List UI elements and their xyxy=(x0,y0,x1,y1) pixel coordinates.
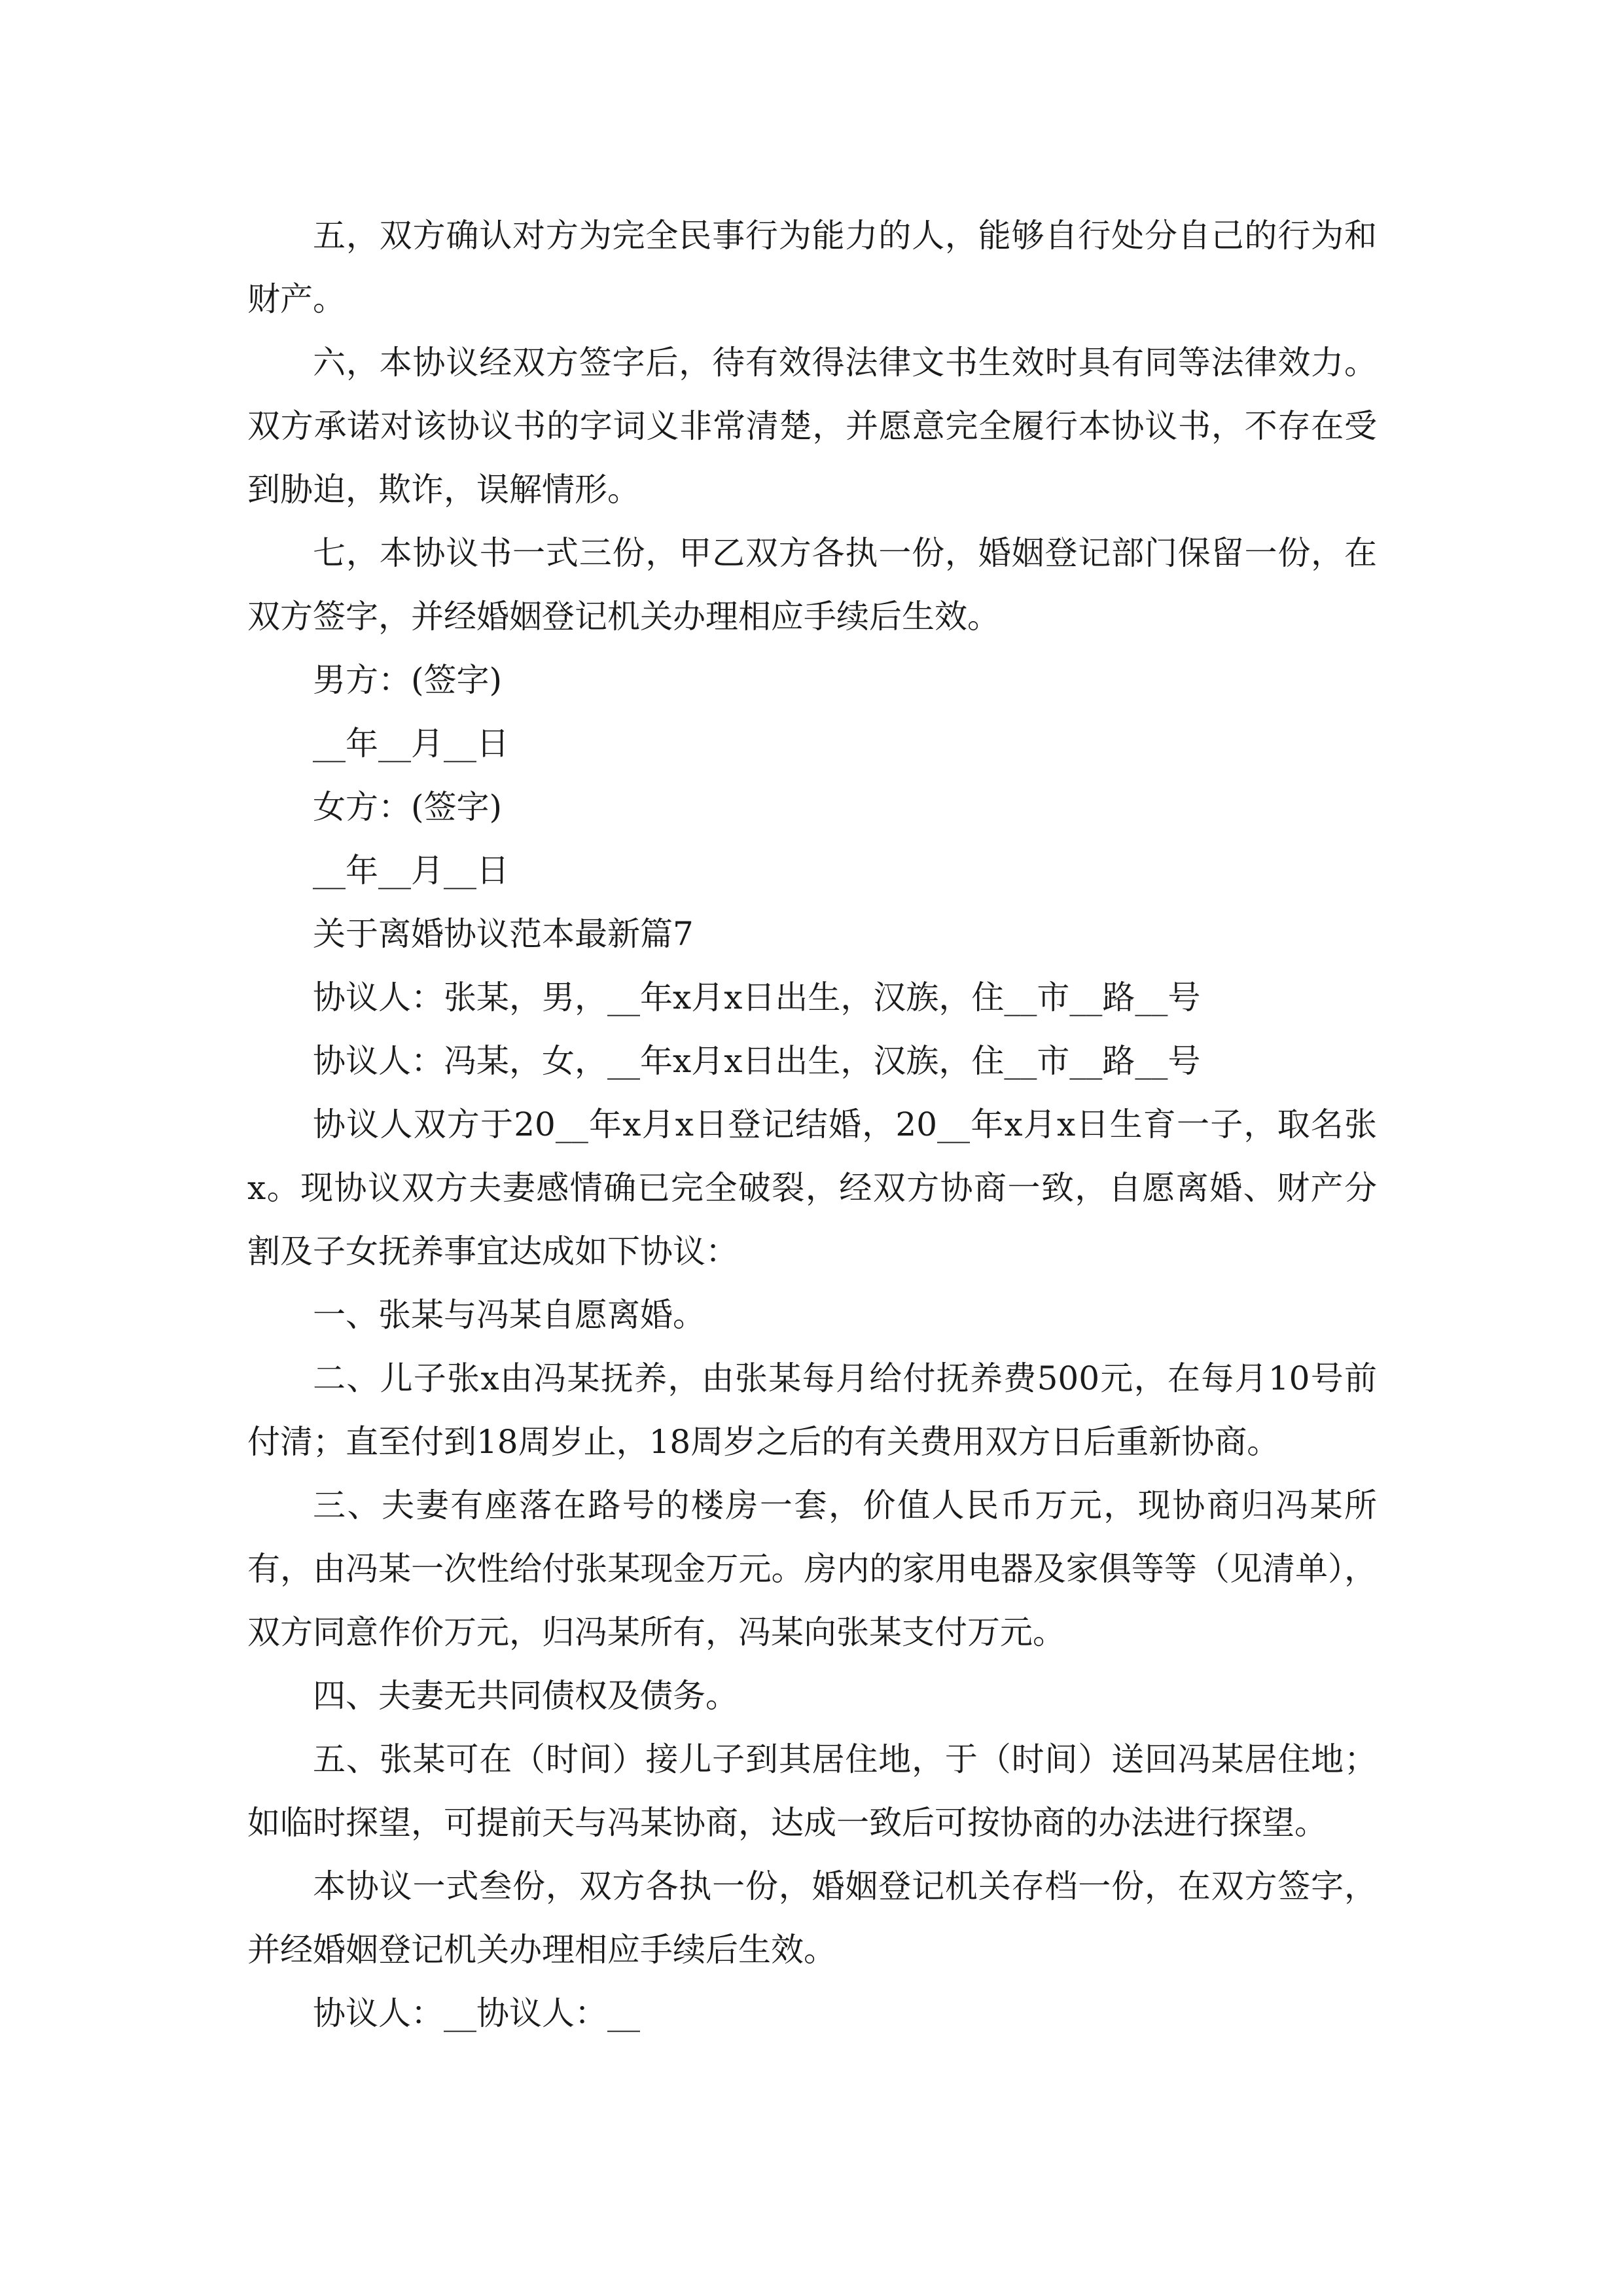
document-body xyxy=(247,204,1377,2045)
paragraph-copies-effect: 本协议一式叁份，双方各执一份，婚姻登记机关存档一份，在双方签字，并经婚姻登记机关办理相应手续后生效。 xyxy=(247,1867,1377,1969)
section-heading: 关于离婚协议范本最新篇7 xyxy=(313,915,694,953)
signature-line-parties: 协议人：__协议人：__ xyxy=(313,1994,640,2032)
paragraph-item-2-custody: 二、儿子张x由冯某抚养，由张某每月给付抚养费500元，在每月10号前付清；直至付到18周岁止，18周岁之后的有关费用双方日后重新协商。 xyxy=(247,1359,1377,1461)
signature-female-date: __年__月__日 xyxy=(313,852,509,889)
paragraph-clause-7-copies: 七，本协议书一式三份，甲乙双方各执一份，婚姻登记部门保留一份，在双方签字，并经婚姻登记机关办理相应手续后生效。 xyxy=(247,534,1377,636)
paragraph-preamble: 协议人双方于20__年x月x日登记结婚，20__年x月x日生育一子，取名张x。现协议双方夫妻感情确已完全破裂，经双方协商一致，自愿离婚、财产分割及子女抚养事宜达成如下协议： xyxy=(247,1105,1377,1270)
signature-female-label: 女方：(签字) xyxy=(313,788,503,826)
party-zhang: 协议人：张某，男，__年x月x日出生，汉族，住__市__路__号 xyxy=(313,978,1201,1016)
party-feng: 协议人：冯某，女，__年x月x日出生，汉族，住__市__路__号 xyxy=(313,1042,1201,1080)
paragraph-clause-5-capacity: 五，双方确认对方为完全民事行为能力的人，能够自行处分自己的行为和财产。 xyxy=(247,217,1377,318)
signature-male-date: __年__月__日 xyxy=(313,725,509,762)
signature-male-label: 男方：(签字) xyxy=(313,661,503,699)
paragraph-item-3-property: 三、夫妻有座落在路号的楼房一套，价值人民币万元，现协商归冯某所有，由冯某一次性给付张某现金万元。房内的家用电器及家俱等等（见清单），双方同意作价万元，归冯某所有，冯某向张某支付万元。 xyxy=(247,1486,1377,1651)
paragraph-clause-6-effect: 六，本协议经双方签字后，待有效得法律文书生效时具有同等法律效力。双方承诺对该协议书的字词义非常清楚，并愿意完全履行本协议书，不存在受到胁迫，欺诈，误解情形。 xyxy=(247,344,1377,509)
paragraph-item-5-visitation: 五、张某可在（时间）接儿子到其居住地，于（时间）送回冯某居住地；如临时探望，可提前天与冯某协商，达成一致后可按协商的办法进行探望。 xyxy=(247,1740,1377,1842)
paragraph-item-1-divorce: 一、张某与冯某自愿离婚。 xyxy=(313,1296,705,1334)
paragraph-item-4-debts: 四、夫妻无共同债权及债务。 xyxy=(313,1677,738,1715)
